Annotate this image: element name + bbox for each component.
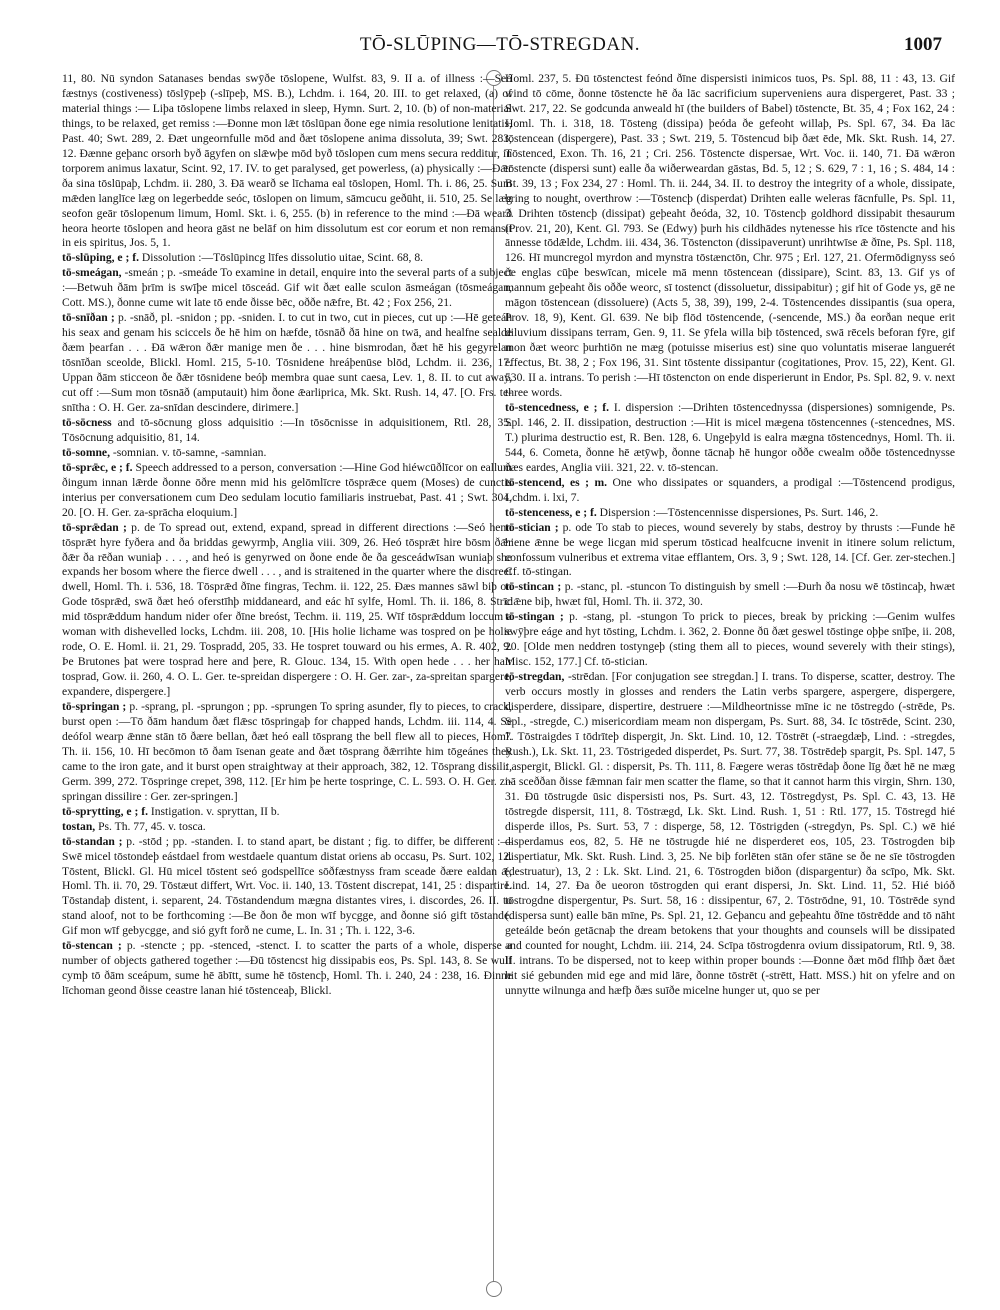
- dictionary-entry: [505, 670, 955, 999]
- entry-headword: tō-stingan ;: [505, 610, 564, 624]
- entry-body: Ps. Th. 77, 45. v. tosca.: [95, 819, 206, 833]
- dictionary-entry: [505, 521, 955, 581]
- entry-headword: tō-sprytting, e ; f.: [62, 804, 148, 818]
- entry-headword: tō-snīðan ;: [62, 311, 115, 325]
- entry-body: -somnian. v. tō-samne, -samnian.: [109, 445, 267, 459]
- entry-body: p. de To spread out, extend, expand, spread in different directions :—Seó henn tōsprǣt hyre fyðera and ða briddas gewyrmþ, Anglia viii. 309, 26. Heó tōsprǣt hire bōsm ðǣr ðǣr ða rēðan wuniaþ . . . , and heó is genyrwed on ðone ende ðe ða gesceádwīsan wuniaþ she expands her bosom where the fierce dwell . . . , and is straitened in the quarter where the discreet dwell, Homl. Th. i. 536, 18. Tōsprǣd ðīne fingras, Techm. ii. 122, 25. Ðæs mannes sāwl biþ on Gode tōsprǣd, swā ðæt heó oferstīhþ middaneard, and eác hī sylfe, Homl. Th. ii. 186, 8. Strīc mid tōsprǣddum handum nider ofer ðīne breóst, Techm. ii. 119, 25. Wīf tōsprǣddum loccum a woman with dishevelled locks, Lchdm. iii. 208, 10. [His holie lichame was tospred on þe holie rode, O. E. Homl. ii. 21, 29. Tospradd, 205, 33. He tospret touward ou his ermes, A. R. 402, 9. Þe Brutones þat were tosprad here and þere, R. Glouc. 134, 15. With open hede . . . her hair tosprad, Gow. ii. 260, 4. O. L. Ger. te-spreidan dispergere : O. H. Ger. zar-, za-spreitan spargere, expandere, dispergere.]: [62, 520, 512, 699]
- entry-headword: tō-stenceness, e ; f.: [505, 505, 597, 519]
- entry-body: p. -sprang, pl. -sprungon ; pp. -sprungen To spring asunder, fly to pieces, to crack, burst open :—Tō ðām handum ðæt flǣsc tōspringaþ for chapped hands, Lchdm. iii. 114, 4. Se deófol wearp ǣnne stān tō ðære bellan, ðæt heó eall tōsprang the bell flew all to pieces, Homl. Th. ii. 156, 10. Hī becōmon tō ðam īsenan geate and ðæt tōsprang ðǣrrihte him tōgeánes they came to the iron gate, and it burst open straightway at their approach, 382, 12. Tōsprang dissilit, Germ. 399, 272. Tōspringe crepet, 398, 112. [Er him þe herte tospringe, C. L. 593. O. H. Ger. zi-springan dissilire : Ger. zer-springen.]: [62, 700, 512, 803]
- entry-continuation: [62, 72, 512, 251]
- entry-body: p. -stōd ; pp. -standen. I. to stand apart, be distant ; fig. to differ, be different :—Swē micel tōstondeþ eástdael from westdaele quantum distat oriens ab occasu, Ps. Surt. 102, 12. Tōstent, Blickl. Gl. Hū micel tōstent seó godspellīce sōðfæstnyss fram sceade ðære ealdan ǣ, Homl. Th. ii. 70, 29. Tōstæut differt, Wrt. Voc. ii. 140, 13. Tōstent discrepat, 141, 25 : dispartire. Tōstandaþ distent, i. separent, 24. Tōstandendum mægna distantes vires, i. discordes, 26. II. to stand aloof, not to be forthcoming :—Be ðon ðe mon wīf bycgge, and ðonne sió gift tōstande. Gif mon wīf gebycgge, and sió gyft forð ne cume, L. In. 31 ; Th. i. 122, 3-6.: [62, 834, 512, 938]
- entry-headword: tō-standan ;: [62, 834, 123, 848]
- entry-body: -strēdan. [For conjugation see stregdan.] I. trans. To disperse, scatter, destroy. The verb occurs mostly in glosses and renders the Latin verbs spargere, aspergere, dispergere, disperdere, dissipare, dispertire, destruere :—Mildheortnisse mīne ic ne tōstregdo (-strēde, Ps. Spl., -stregde, C.) misericordiam meam non dispergam, Ps. Surt. 88, 34. Ic tōstrēde, Scint. 230, 7. Tōstraigdes ī tōdrīteþ dispergit, Jn. Skt. Lind. 10, 12. Tōstrēt (-straegdæþ, Lind. : -stregdes, Rush.), Lk. Skt. 11, 23. Tōstrigeded disperdet, Ps. Surt. 77, 38. Tōstrēdeþ spargit, Ps. Spl. 147, 5 : aspergit, Blickl. Gl. : dispersit, Ps. Th. 111, 8. Fægere weras tōstrēdaþ ðone līg ðæt hē ne mæg nā sceððan ðisse fǣmnan fair men scatter the flame, so that it cannot harm this virgin, Shrn. 130, 31. Ðū tōstrugde ūsic dispersisti nos, Ps. Surt. 43, 12. Tōstregdyst, Ps. Spl. C. 43, 13. Hē tōstregde dispersit, 111, 8. Tōstrægd, Lk. Skt. Lind. Rush. 1, 51 : Rtl. 177, 15. Tōstregd hié disperde illos, Ps. Surt. 53, 7 : disperge, 58, 12. Tōstrigden (-stregdyn, Ps. Spl. C.) wē hié disperdamus eos, 82, 5. Hē ne tōstrugde hié ne disperderet eos, 105, 23. Tōstrogden biþ dispertiatur, Mk. Skt. Rush. Lind. 3, 25. Ne biþ forlēten stān ofer stāne se ðe ne sīe tōstrogden (destruatur), 13, 2 : Lk. Skt. Lind. 21, 6. Tōstrogden biðon (dispargentur) ða scīpo, Mk. Skt. Lind. 14, 27. Ða ðe ueoron tōstrogden qui erant dispersi, Jn. Skt. Lind. 11, 52. Hié bióð tōstrogdne dispergentur, Ps. Surt. 58, 16 : dissipentur, 67, 2. Tōstrōdne, 91, 10. Tōstrēde synd (dispersa sunt) ealle bān mīne, Ps. Spl. 21, 12. Geþancu and geþeahtu ðīne tōstrēdde and tō nāht geteálde beón getācnaþ the dream betokens that your thoughts and counsels will be dissipated and counted for nought, Lchdm. iii. 214, 24. Scīpa tōstrogdenra ovium dissipatorum, Rtl. 9, 38. II. intrans. To be dispersed, not to keep within proper bounds :—Ðonne ðæt mōd flīhþ ðæt ðæt hit sié gebunden mid ege and mid lāre, ðonne tōstrēt (-strētt, Hatt. MSS.) hit on yfelre and on unnytte wilnunga and hæfþ ðæs suīðe micelne hunger ut, quo se per: [505, 670, 955, 998]
- dictionary-entry: [62, 835, 512, 940]
- entry-body: I. dispersion :—Drihten tōstencednyssa (dispersiones) somnigende, Ps. Spl. 146, 2. II. dissipation, destruction :—Hit is micel mægena tōstencennes (-stencednes, MS. T.) plurima destructio est, R. Ben. 128, 6. Ungeþyld is ealra mægna tōstencednys, Homl. Th. ii. 544, 6. Cometa, ðonne hē ætȳwþ, ðonne tācnaþ hē hungor oððe cwealm oððe tōstencednysse ðæs eardes, Anglia viii. 321, 22. v. tō-stencan.: [505, 400, 955, 474]
- entry-continuation: [505, 72, 955, 401]
- dictionary-entry: [62, 461, 512, 521]
- entry-body: p. -stencte ; pp. -stenced, -stenct. I. to scatter the parts of a whole, disperse a number of objects gathered together :—Ðū tōstencst hig dissipabis eos, Ps. Spl. 143, 8. Se wulf cymþ tō ðām sceápum, sume hē ābītt, sume hē tōstencþ, Homl. Th. i. 240, 24 : 238, 16. Ðinne līchoman geond ðisse ceastre lanan hié tōstenceaþ, Blickl.: [62, 939, 512, 998]
- entry-body: and tō-sōcnung gloss adquisitio :—In tōsōcnisse in adquisitionem, Rtl. 28, 35. Tōsōcnung adquisitio, 81, 14.: [62, 415, 512, 444]
- entry-body: One who dissipates or squanders, a prodigal :—Tōstencend prodigus, Lchdm. i. lxi, 7.: [505, 475, 955, 504]
- entry-body: 11, 80. Nū syndon Satanases bendas swȳðe tōslopene, Wulfst. 83, 9. II a. of illness :—Seó fæstnys (costiveness) tōslȳpeþ (-slīpeþ, MS. B.), Lchdm. i. 164, 20. III. to get relaxed, (a) of material things :— Liþa tōslopene limbs relaxed in sleep, Hymn. Surt. 2, 10. (b) of non-material things, to be relaxed, get remiss :—Ðonne mon lǣt tōslūpan ðone ege nimia resolutione lenitatis, Past. 40; Swt. 289, 2. Ðæt ungeornfulle mōd and ðæt tōslopene anima dissoluta, 39; Swt. 283, 12. Ðænne geþanc orsorh byð āgyfen on slǣwþe mōd byð tōslopen cum mens secura redditur, in torporem animus laxatur, Scint. 92, 17. IV. to get paralysed, get powerless, (a) physically :—Ðǣr ða sina tōslūpaþ, Lchdm. ii. 280, 3. Ðā wearð se līchama eal tōslopen, Homl. Th. i. 86, 25. Sum mǣden langlīce læg on legerbedde seóc, tōslopen on limum, sāmcucu geðūht, ii. 510, 25. Se læg seofon geār tōslopenum limum, Homl. Skt. i. 6, 255. (b) in reference to the mind :—Ðā wearð heora heorte tōslopen and heora gāst ne belāf on him dissolutum est cor eorum et non remansit in eis spiritus, Jos. 5, 1.: [62, 72, 512, 250]
- entry-headword: tō-stencan ;: [62, 939, 122, 953]
- dictionary-entry: [62, 416, 512, 446]
- dictionary-entry: [505, 401, 955, 476]
- dictionary-entry: [505, 610, 955, 670]
- entry-body: -smeán ; p. -smeáde To examine in detail, enquire into the several parts of a subject :—Betwuh ðām þrīm is swīþe micel tōsceád. Gif wit ðæt ealle sculon āsmeágan (tōsmeágan, Cott. MS.), ðonne cume wit late tō ende ðisse bēc, oððe nǣfre, Bt. 42 ; Fox 256, 21.: [62, 266, 512, 310]
- entry-headword: tostan,: [62, 819, 96, 833]
- entry-headword: tō-sprǣc, e ; f.: [62, 460, 133, 474]
- entry-headword: tō-stincan ;: [505, 580, 562, 594]
- entry-body: Dissolution :—Tōslūpincg līfes dissolutio uitae, Scint. 68, 8.: [138, 251, 424, 265]
- page-number: 1007: [904, 34, 942, 55]
- entry-body: p. -stang, pl. -stungon To prick to pieces, break by pricking :—Genim wulfes swȳþre eáge and hyt tōsting, Lchdm. i. 362, 2. Ðonne ðū ðæt geswel tōstinge oþþe snīþe, ii. 208, 20. [Olde men neddren tostyngeþ (sting them all to pieces, wound severely with their stings), Misc. 152, 177.] Cf. tō-stician.: [505, 610, 955, 669]
- entry-headword: tō-sprǣdan ;: [62, 520, 127, 534]
- entry-body: Speech addressed to a person, conversation :—Hine God hiéwcūðlīcor on eallum ðingum innan lǣrde ðonne ōðre menn mid his gelōmlīcre tōsprǣce quem (Moses) de cunctis interius per conversationem cum Deo sedulam locutio familiaris instruebat, Past. 41 ; Swt. 304, 20. [O. H. Ger. za-sprācha eloquium.]: [62, 460, 512, 519]
- entry-headword: tō-smeágan,: [62, 266, 122, 280]
- entry-body: p. ode To stab to pieces, wound severely by stabs, destroy by thrusts :—Funde hē hiene ǣnne be wege licgan mid sperum tōsticad healfcucne invenit in itinere solum relictum, confossum vulneribus et extrema vitae efflantem, Ors. 3, 9 ; Swt. 128, 14. [Cf. Ger. zer-stechen.] Cf. tō-stingan.: [505, 520, 955, 579]
- entry-body: Instigation. v. spryttan, II b.: [147, 804, 280, 818]
- running-head: TŌ-SLŪPING—TŌ-STREGDAN.: [359, 34, 641, 55]
- dictionary-entry: [62, 311, 512, 416]
- left-column: [62, 72, 512, 1292]
- dictionary-entry: [62, 820, 512, 835]
- dictionary-entry: [505, 476, 955, 506]
- dictionary-entry: [62, 446, 512, 461]
- entry-body: p. -snāð, pl. -snidon ; pp. -sniden. I. to cut in two, cut in pieces, cut up :—Hē geteáh his seax and genam his sciccels ðe hē him on hæfde, tōsnāð ðā hine on twā, and healfne sealde ðæm þearfan . . . Ðā wǣron ðǣr manige men ðe . . . hine bismrodan, ðæt hē his gegyrelan tōsnīðan sceolde, Blickl. Homl. 215, 5-10. Tōsnidene hreáþenūse blōd, Lchdm. ii. 236, 17. Uppan ðām sticceon ðe ðǣr tōsnidene beóþ membra quae sunt caesa, Lev. 1, 8. II. to cut away, cut off :—Sum mon tōsnāð (amputauit) him ðone ǣarliprica, Mk. Skt. Rush. 14, 47. [O. Frs. te-snītha : O. H. Ger. za-snīdan descindere, dirimere.]: [62, 311, 512, 414]
- dictionary-entry: [505, 580, 955, 610]
- entry-body: Homl. 237, 5. Ðū tōstenctest feónd ðīne dispersisti inimicos tuos, Ps. Spl. 88, 11 : 43, 13. Gif wind tō cōme, ðonne tōstencte hē ða lāc sacrificium superveniens aura dispergeret, Past. 33 ; Swt. 217, 22. Se godcunda anweald hī (the builders of Babel) tōstencte, Bt. 35, 4 ; Fox 162, 24 : Homl. Th. i. 318, 18. Tōsteng (dissipa) þeóda ðe gefeoht willaþ, Ps. Spl. 67, 34. Ða lāc tōstencean (dispergere), Past. 33 ; Swt. 219, 5. Tōstencud biþ ðæt ēde, Mk. Skt. Rush. 14, 27. Tōstenced, Exon. Th. 16, 21 ; Cri. 256. Tōstencte dispersae, Wrt. Voc. ii. 140, 71. Ðā wǣron tōstencte (dispersi sunt) ealle ða wiðerweardan gāstas, Bd. 5, 12 ; S. 629, 7 : 1, 16 ; S. 484, 14 : Bt. 39, 13 ; Fox 234, 27 : Homl. Th. ii. 244, 34. II. to destroy the integrity of a whole, dissipate, bring to nought, overthrow :—Tōstencþ (disperdat) Drihten ealle weleras fācnfulle, Ps. Spl. 11, 3. Drihten tōstencþ (dissipat) geþeaht ðeóda, 32, 10. Tōstencþ goldhord dissipabit thesaurum (Prov. 21, 20), Kent. Gl. 793. Se (Edwy) þurh his cildhādes nytenesse his rīce tōstencte and his ānnesse tōdǣlde, Lchdm. iii. 434, 36. Tōstencton (dissipaverunt) unrihtwīse ǣ ðīne, Ps. Spl. 118, 126. Hī muncregol myrdon and mynstra tōstænctōn, Chr. 975 ; Erl. 127, 21. Ofermōdignyss seó ðe englas cūþe beswīcan, micele mā menn tōstencean (dissipare), Scint. 83, 13. Gif ys of mannum geþeaht ðis oððe weorc, sī tostenct (dissoluetur, dissipabitur) ; gif hit of Gode ys, gē ne māgon tōstencean (dissoluere) (Acts 5, 38, 39), 199, 2-4. Tōstencendes dissipantis (sua opera, Prov. 18, 9), Kent. Gl. 639. Ne biþ flōd tōstencende, (-sencende, MS.) ða eorðan neque erit diluvium dissipans terram, Gen. 9, 11. Se ȳfela willa biþ tōstenced, swā rēcels beforan fȳre, gif mon ðæt weorc þurhtiōn ne mæg (potuisse miserius est) sine quo voluntatis miserae languerét effectus, Bt. 38, 2 ; Fox 196, 31. Sint tōstente dissipantur (cogitationes, Prov. 15, 22), Kent. Gl. 530. II a. intrans. To perish :—Hī tōstencton on ende disperierunt in Endor, Ps. Spl. 82, 9. v. next three words.: [505, 72, 955, 400]
- dictionary-entry: [62, 521, 512, 700]
- dictionary-entry: [505, 506, 955, 521]
- entry-body: p. -stanc, pl. -stuncon To distinguish by smell :—Ðurh ða nosu wē tōstincaþ, hwæt clǣne biþ, hwæt fūl, Homl. Th. ii. 372, 30.: [505, 580, 955, 609]
- dictionary-entry: [62, 700, 512, 805]
- page-header: [0, 28, 1000, 62]
- dictionary-entry: [62, 251, 512, 266]
- entry-headword: tō-stencend, es ; m.: [505, 475, 608, 489]
- entry-headword: tō-sōcness: [62, 415, 112, 429]
- entry-headword: tō-slūping, e ; f.: [62, 251, 139, 265]
- entry-headword: tō-stician ;: [505, 520, 559, 534]
- entry-headword: tō-somne,: [62, 445, 110, 459]
- entry-body: Dispersion :—Tōstencennisse dispersiones, Ps. Surt. 146, 2.: [596, 505, 879, 519]
- dictionary-entry: [62, 939, 512, 999]
- entry-headword: tō-springan ;: [62, 700, 127, 714]
- entry-headword: tō-stencedness, e ; f.: [505, 400, 610, 414]
- dictionary-entry: [62, 266, 512, 311]
- dictionary-entry: [62, 805, 512, 820]
- right-column: [505, 72, 955, 1292]
- entry-headword: tō-stregdan,: [505, 670, 565, 684]
